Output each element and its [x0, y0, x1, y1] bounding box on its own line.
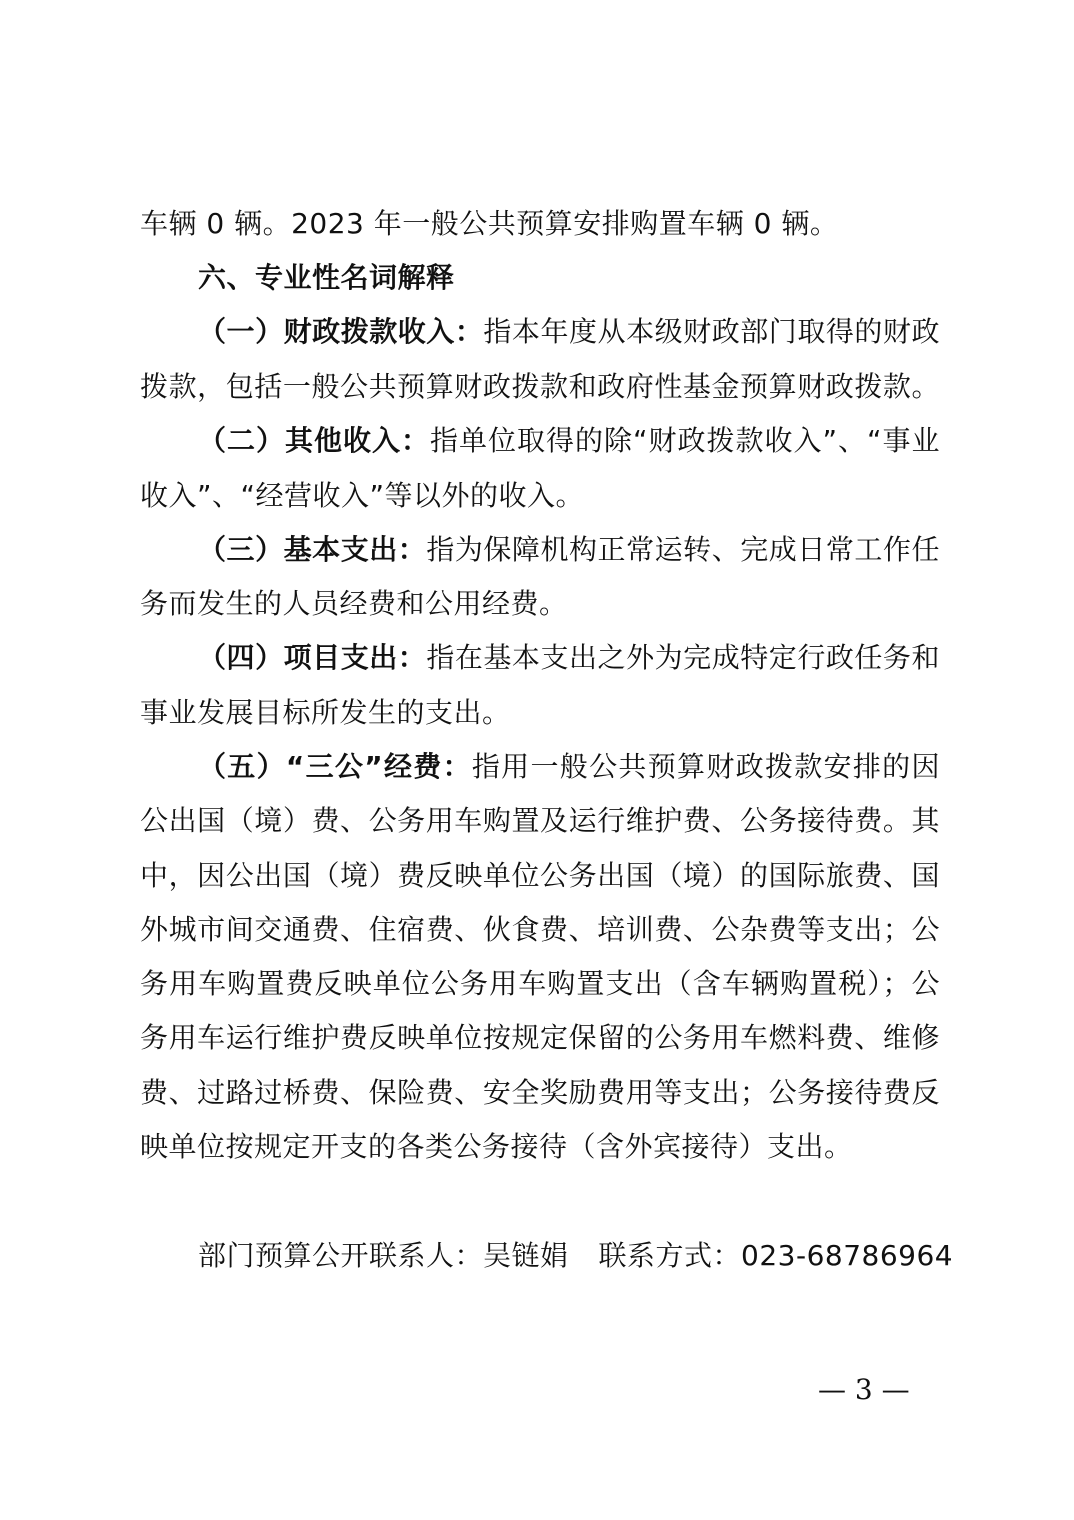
- paragraph-line: 映单位按规定开支的各类公务接待（含外宾接待）支出。: [140, 1130, 853, 1163]
- paragraph-line: 费、过路过桥费、保险费、安全奖励费用等支出；公务接待费反: [140, 1076, 940, 1109]
- page-number: — 3 —: [818, 1373, 910, 1406]
- paragraph-line: [198, 530, 940, 570]
- paragraph-line: 务用车运行维护费反映单位按规定保留的公务用车燃料费、维修: [140, 1021, 940, 1054]
- contact-label: 部门预算公开联系人：: [198, 1239, 484, 1272]
- paragraph-line: [198, 747, 940, 787]
- contact-phone: 023-68786964: [741, 1239, 954, 1272]
- paragraph-line: 务而发生的人员经费和公用经费。: [140, 587, 568, 620]
- paragraph-line: 务用车购置费反映单位公务用车购置支出（含车辆购置税）；公: [140, 967, 940, 1000]
- paragraph-line: 外城市间交通费、住宿费、伙食费、培训费、公杂费等支出；公: [140, 913, 940, 946]
- text-line: 车辆 0 辆。2023 年一般公共预算安排购置车辆 0 辆。: [140, 207, 839, 240]
- section-heading: 六、专业性名词解释: [198, 261, 455, 294]
- contact-line: [198, 1236, 954, 1276]
- term-definition: 指单位取得的除“财政拨款收入”、“事业: [430, 424, 940, 457]
- paragraph-line: [198, 312, 940, 352]
- term-label: （四）项目支出：: [198, 641, 427, 674]
- term-definition: 指用一般公共预算财政拨款安排的因: [471, 750, 940, 783]
- term-definition: 指本年度从本级财政部门取得的财政: [483, 315, 940, 348]
- term-label: （五）“三公”经费：: [198, 750, 472, 783]
- term-definition: 指为保障机构正常运转、完成日常工作任: [426, 533, 940, 566]
- term-label: （二）其他收入：: [198, 424, 430, 457]
- term-label: （一）财政拨款收入：: [198, 315, 484, 348]
- paragraph-line: [198, 421, 940, 461]
- term-definition: 指在基本支出之外为完成特定行政任务和: [426, 641, 940, 674]
- contact-name: 吴链娟: [483, 1239, 569, 1272]
- paragraph-line: 拨款，包括一般公共预算财政拨款和政府性基金预算财政拨款。: [140, 370, 940, 403]
- paragraph-line: 中，因公出国（境）费反映单位公务出国（境）的国际旅费、国: [140, 859, 940, 892]
- paragraph-line: 公出国（境）费、公务用车购置及运行维护费、公务接待费。其: [140, 804, 940, 837]
- term-label: （三）基本支出：: [198, 533, 427, 566]
- paragraph-line: [198, 638, 940, 678]
- paragraph-line: 收入”、“经营收入”等以外的收入。: [140, 479, 585, 512]
- paragraph-line: 事业发展目标所发生的支出。: [140, 696, 511, 729]
- contact-method-label: 联系方式：: [598, 1239, 742, 1272]
